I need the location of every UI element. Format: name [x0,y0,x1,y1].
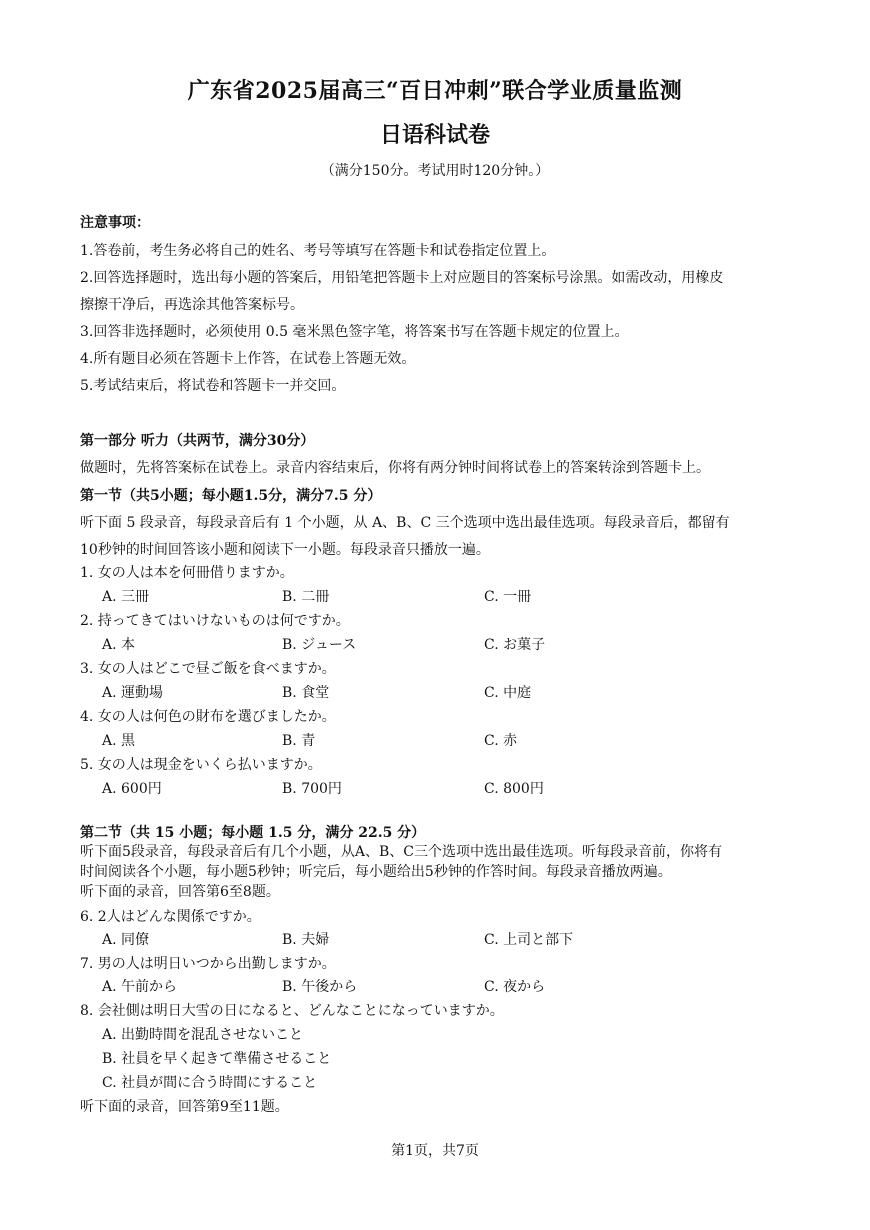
q3-option-c: C. 中庭 [484,685,532,701]
section2-intro: 时间阅读各个小题，每小题5秒钟；听完后，每小题给出5秒钟的作答时间。每段录音播放两遍。 [80,864,672,880]
q7-option-b: B. 午後から [282,979,358,995]
q2-option-a: A. 本 [102,637,136,653]
section1-heading: 第一节（共5小题；每小题1.5分，满分7.5 分） [80,488,382,504]
section2-group-intro: 听下面的录音，回答第9至11题。 [80,1099,289,1115]
q5-option-a: A. 600円 [102,781,162,797]
q2-option-b: B. ジュース [282,637,357,653]
question-5: 5. 女の人は現金をいくら払いますか。 [80,757,322,773]
q4-option-a: A. 黒 [102,733,136,749]
notice-heading: 注意事项： [80,215,150,231]
notice-item: 2.回答选择题时，选出每小题的答案后，用铅笔把答题卡上对应题目的答案标号涂黑。如需改动，用橡皮 [80,270,724,286]
q3-option-a: A. 運動場 [102,685,164,701]
q1-option-a: A. 三冊 [102,589,150,605]
part1-heading: 第一部分 听力（共两节，满分30分） [80,433,315,449]
section2-heading: 第二节（共 15 小题；每小题 1.5 分，满分 22.5 分） [80,825,426,841]
q6-option-c: C. 上司と部下 [484,932,574,948]
section2-group-intro: 听下面的录音，回答第6至8题。 [80,884,280,900]
question-6: 6. 2人はどんな関係ですか。 [80,909,261,925]
q3-option-b: B. 食堂 [282,685,330,701]
question-8: 8. 会社側は明日大雪の日になると、どんなことになっていますか。 [80,1003,504,1019]
q6-option-b: B. 夫婦 [282,932,330,948]
notice-item: 1.答卷前，考生务必将自己的姓名、考号等填写在答题卡和试卷指定位置上。 [80,243,556,259]
q8-option-b: B. 社員を早く起きて準備させること [102,1051,332,1067]
q8-option-a: A. 出勤時間を混乱させないこと [102,1027,304,1043]
page-footer: 第1页，共7页 [391,1143,479,1159]
question-3: 3. 女の人はどこで昼ご飯を食べますか。 [80,661,336,677]
section2-intro: 听下面5段录音，每段录音后有几个小题，从A、B、C三个选项中选出最佳选项。听每段录音前，你将有 [80,844,723,860]
section1-intro: 10秒钟的时间回答该小题和阅读下一小题。每段录音只播放一遍。 [80,542,490,558]
q7-option-a: A. 午前から [102,979,178,995]
q7-option-c: C. 夜から [484,979,546,995]
q6-option-a: A. 同僚 [102,932,150,948]
question-4: 4. 女の人は何色の財布を選びましたか。 [80,709,336,725]
notice-item: 3.回答非选择题时，必须使用 0.5 毫米黑色签字笔，将答案书写在答题卡规定的位置上。 [80,324,629,340]
q4-option-b: B. 青 [282,733,316,749]
section1-intro: 听下面 5 段录音，每段录音后有 1 个小题，从 A、B、C 三个选项中选出最佳选项。每段录音后，都留有 [80,515,730,531]
q1-option-c: C. 一冊 [484,589,532,605]
exam-score-note: （满分150分。考试用时120分钟。） [320,163,550,179]
question-1: 1. 女の人は本を何冊借りますか。 [80,565,294,581]
exam-title: 广东省2025届高三“百日冲刺”联合学业质量监测 [187,78,683,104]
part1-intro: 做题时，先将答案标在试卷上。录音内容结束后，你将有两分钟时间将试卷上的答案转涂到答题卡上。 [80,460,710,476]
q5-option-b: B. 700円 [282,781,342,797]
q1-option-b: B. 二冊 [282,589,330,605]
notice-item: 4.所有题目必须在答题卡上作答，在试卷上答题无效。 [80,351,416,367]
question-2: 2. 持ってきてはいけないものは何ですか。 [80,613,350,629]
exam-subject: 日语科试卷 [379,122,490,148]
q5-option-c: C. 800円 [484,781,544,797]
notice-item: 5.考试结束后，将试卷和答题卡一并交回。 [80,378,346,394]
notice-item: 擦擦干净后，再选涂其他答案标号。 [80,297,304,313]
q2-option-c: C. お菓子 [484,637,546,653]
question-7: 7. 男の人は明日いつから出勤しますか。 [80,956,336,972]
q8-option-c: C. 社員が間に合う時間にすること [102,1075,318,1091]
q4-option-c: C. 赤 [484,733,518,749]
